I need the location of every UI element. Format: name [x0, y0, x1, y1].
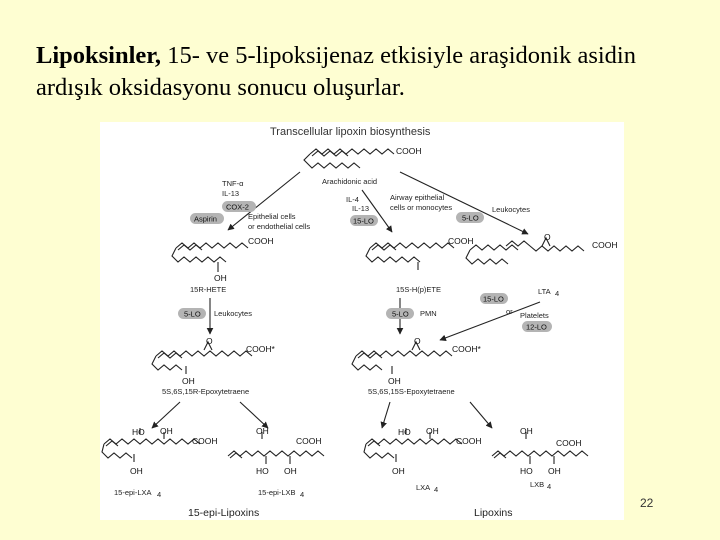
- lipoxins-label: Lipoxins: [474, 507, 513, 519]
- or-label: or: [506, 307, 513, 316]
- 5lo-mid-label: 5-LO: [392, 309, 409, 319]
- lxa-ho: HO: [398, 427, 411, 437]
- epox-right-oxygen: O: [414, 336, 421, 346]
- lxb-epi-oh-2: OH: [284, 466, 297, 476]
- 5lo-top-label: 5-LO: [462, 213, 479, 223]
- 15-epi-lxa4-structure: [102, 428, 200, 462]
- lxa4-label: LXA: [416, 483, 431, 492]
- arrow-to-15-epi-lxa4: [152, 402, 180, 428]
- arachidonic-acid-structure: [304, 149, 394, 168]
- arrow-lta4-to-epoxytetraene: [440, 302, 540, 340]
- arrow-to-lxb4: [470, 402, 492, 428]
- lta4-subscript: 4: [555, 289, 560, 298]
- epox-right-cooh: COOH*: [452, 344, 481, 354]
- lxa4-structure: [364, 428, 462, 462]
- lxb-oh-1: OH: [520, 426, 533, 436]
- lxa-epi-cooh: COOH: [192, 436, 218, 446]
- lxa4-sub: 4: [434, 485, 439, 494]
- arachidonic-acid-label: Arachidonic acid: [322, 177, 378, 186]
- epoxytetraene-right-label: 5S,6S,15S-Epoxytetraene: [368, 387, 455, 396]
- hete-oh: OH: [214, 273, 227, 283]
- lxb-oh-2: OH: [548, 466, 561, 476]
- lxb-epi-cooh: COOH: [296, 436, 322, 446]
- airway-label-2: cells or monocytes: [390, 203, 453, 212]
- leukocytes-mid-label: Leukocytes: [214, 309, 252, 318]
- lxb4-label: LXB: [530, 480, 545, 489]
- lxa-cooh: COOH: [456, 436, 482, 446]
- lxb4-structure: [492, 432, 588, 464]
- 15r-hete-structure: [172, 243, 248, 272]
- cox2-label: COX-2: [226, 202, 249, 212]
- 5lo-left-label: 5-LO: [184, 309, 201, 319]
- epoxytetraene-right-structure: [352, 342, 452, 374]
- 15-epi-lxa4-label: 15-epi-LXA: [114, 488, 152, 497]
- lxa-epi-ho: HO: [132, 427, 145, 437]
- il13-left-label: IL-13: [222, 189, 240, 198]
- il13-mid-label: IL-13: [352, 204, 370, 213]
- lta4-structure: [466, 238, 584, 264]
- lta4-label: LTA: [538, 287, 551, 296]
- lxb-epi-oh-1: OH: [256, 426, 269, 436]
- platelets-label: Platelets: [520, 311, 549, 320]
- 15r-hete-label: 15R-HETE: [190, 285, 227, 294]
- pathway-diagram: [100, 122, 624, 520]
- heading-bold: Lipoksinler,: [36, 42, 162, 69]
- arachidonic-cooh: COOH: [396, 146, 422, 156]
- epithelial-label-2: or endothelial cells: [248, 222, 311, 231]
- lta4-cooh: COOH: [592, 240, 618, 250]
- epox-left-oh: OH: [182, 376, 195, 386]
- 15-epi-lipoxins-label: 15-epi-Lipoxins: [188, 507, 260, 519]
- 15-epi-lxa4-sub: 4: [157, 490, 162, 499]
- lxb-ho: HO: [520, 466, 533, 476]
- airway-label: Airway epithelial: [390, 193, 445, 202]
- lipoxin-biosynthesis-figure: [100, 122, 624, 520]
- aspirin-label: Aspirin: [194, 214, 217, 224]
- hpete-cooh: COOH: [448, 236, 474, 246]
- epoxytetraene-left-structure: [152, 342, 252, 374]
- lxb-cooh: COOH: [556, 438, 582, 448]
- lxa-epi-oh-2: OH: [130, 466, 143, 476]
- lta4-oxygen: O: [544, 232, 551, 242]
- pmn-label: PMN: [420, 309, 437, 318]
- lxb-epi-ho: HO: [256, 466, 269, 476]
- epox-right-oh: OH: [388, 376, 401, 386]
- heading-rest: 15- ve 5-lipoksijenaz etkisiyle araşidonik asidin ardışık oksidasyonu sonucu oluşurlar.: [36, 42, 636, 101]
- epox-left-oxygen: O: [206, 336, 213, 346]
- 15s-hpete-structure: [366, 243, 454, 270]
- tnf-alpha-label: TNF-α: [222, 179, 244, 188]
- 15lo-top-label: 15-LO: [353, 216, 374, 226]
- lxa-epi-oh-1: OH: [160, 426, 173, 436]
- arrow-to-15-epi-lxb4: [240, 402, 268, 428]
- 15-epi-lxb4-sub: 4: [300, 490, 305, 499]
- epithelial-label: Epithelial cells: [248, 212, 296, 221]
- 12lo-label: 12-LO: [526, 322, 547, 332]
- lxa-oh-1: OH: [426, 426, 439, 436]
- il4-label: IL-4: [346, 195, 359, 204]
- lxa-oh-2: OH: [392, 466, 405, 476]
- slide-heading: [36, 40, 696, 104]
- 15lo-mid-label: 15-LO: [483, 294, 504, 304]
- arrow-to-lxa4: [382, 402, 390, 428]
- 15-epi-lxb4-label: 15-epi-LXB: [258, 488, 296, 497]
- 15s-hpete-label: 15S-H(p)ETE: [396, 285, 442, 294]
- epoxytetraene-left-label: 5S,6S,15R-Epoxytetraene: [162, 387, 250, 396]
- lxb4-sub: 4: [547, 482, 552, 491]
- leukocytes-top-label: Leukocytes: [492, 205, 530, 214]
- hete-cooh: COOH: [248, 236, 274, 246]
- epox-left-cooh: COOH*: [246, 344, 275, 354]
- slide-number: 22: [640, 496, 654, 510]
- figure-title: Transcellular lipoxin biosynthesis: [270, 126, 431, 138]
